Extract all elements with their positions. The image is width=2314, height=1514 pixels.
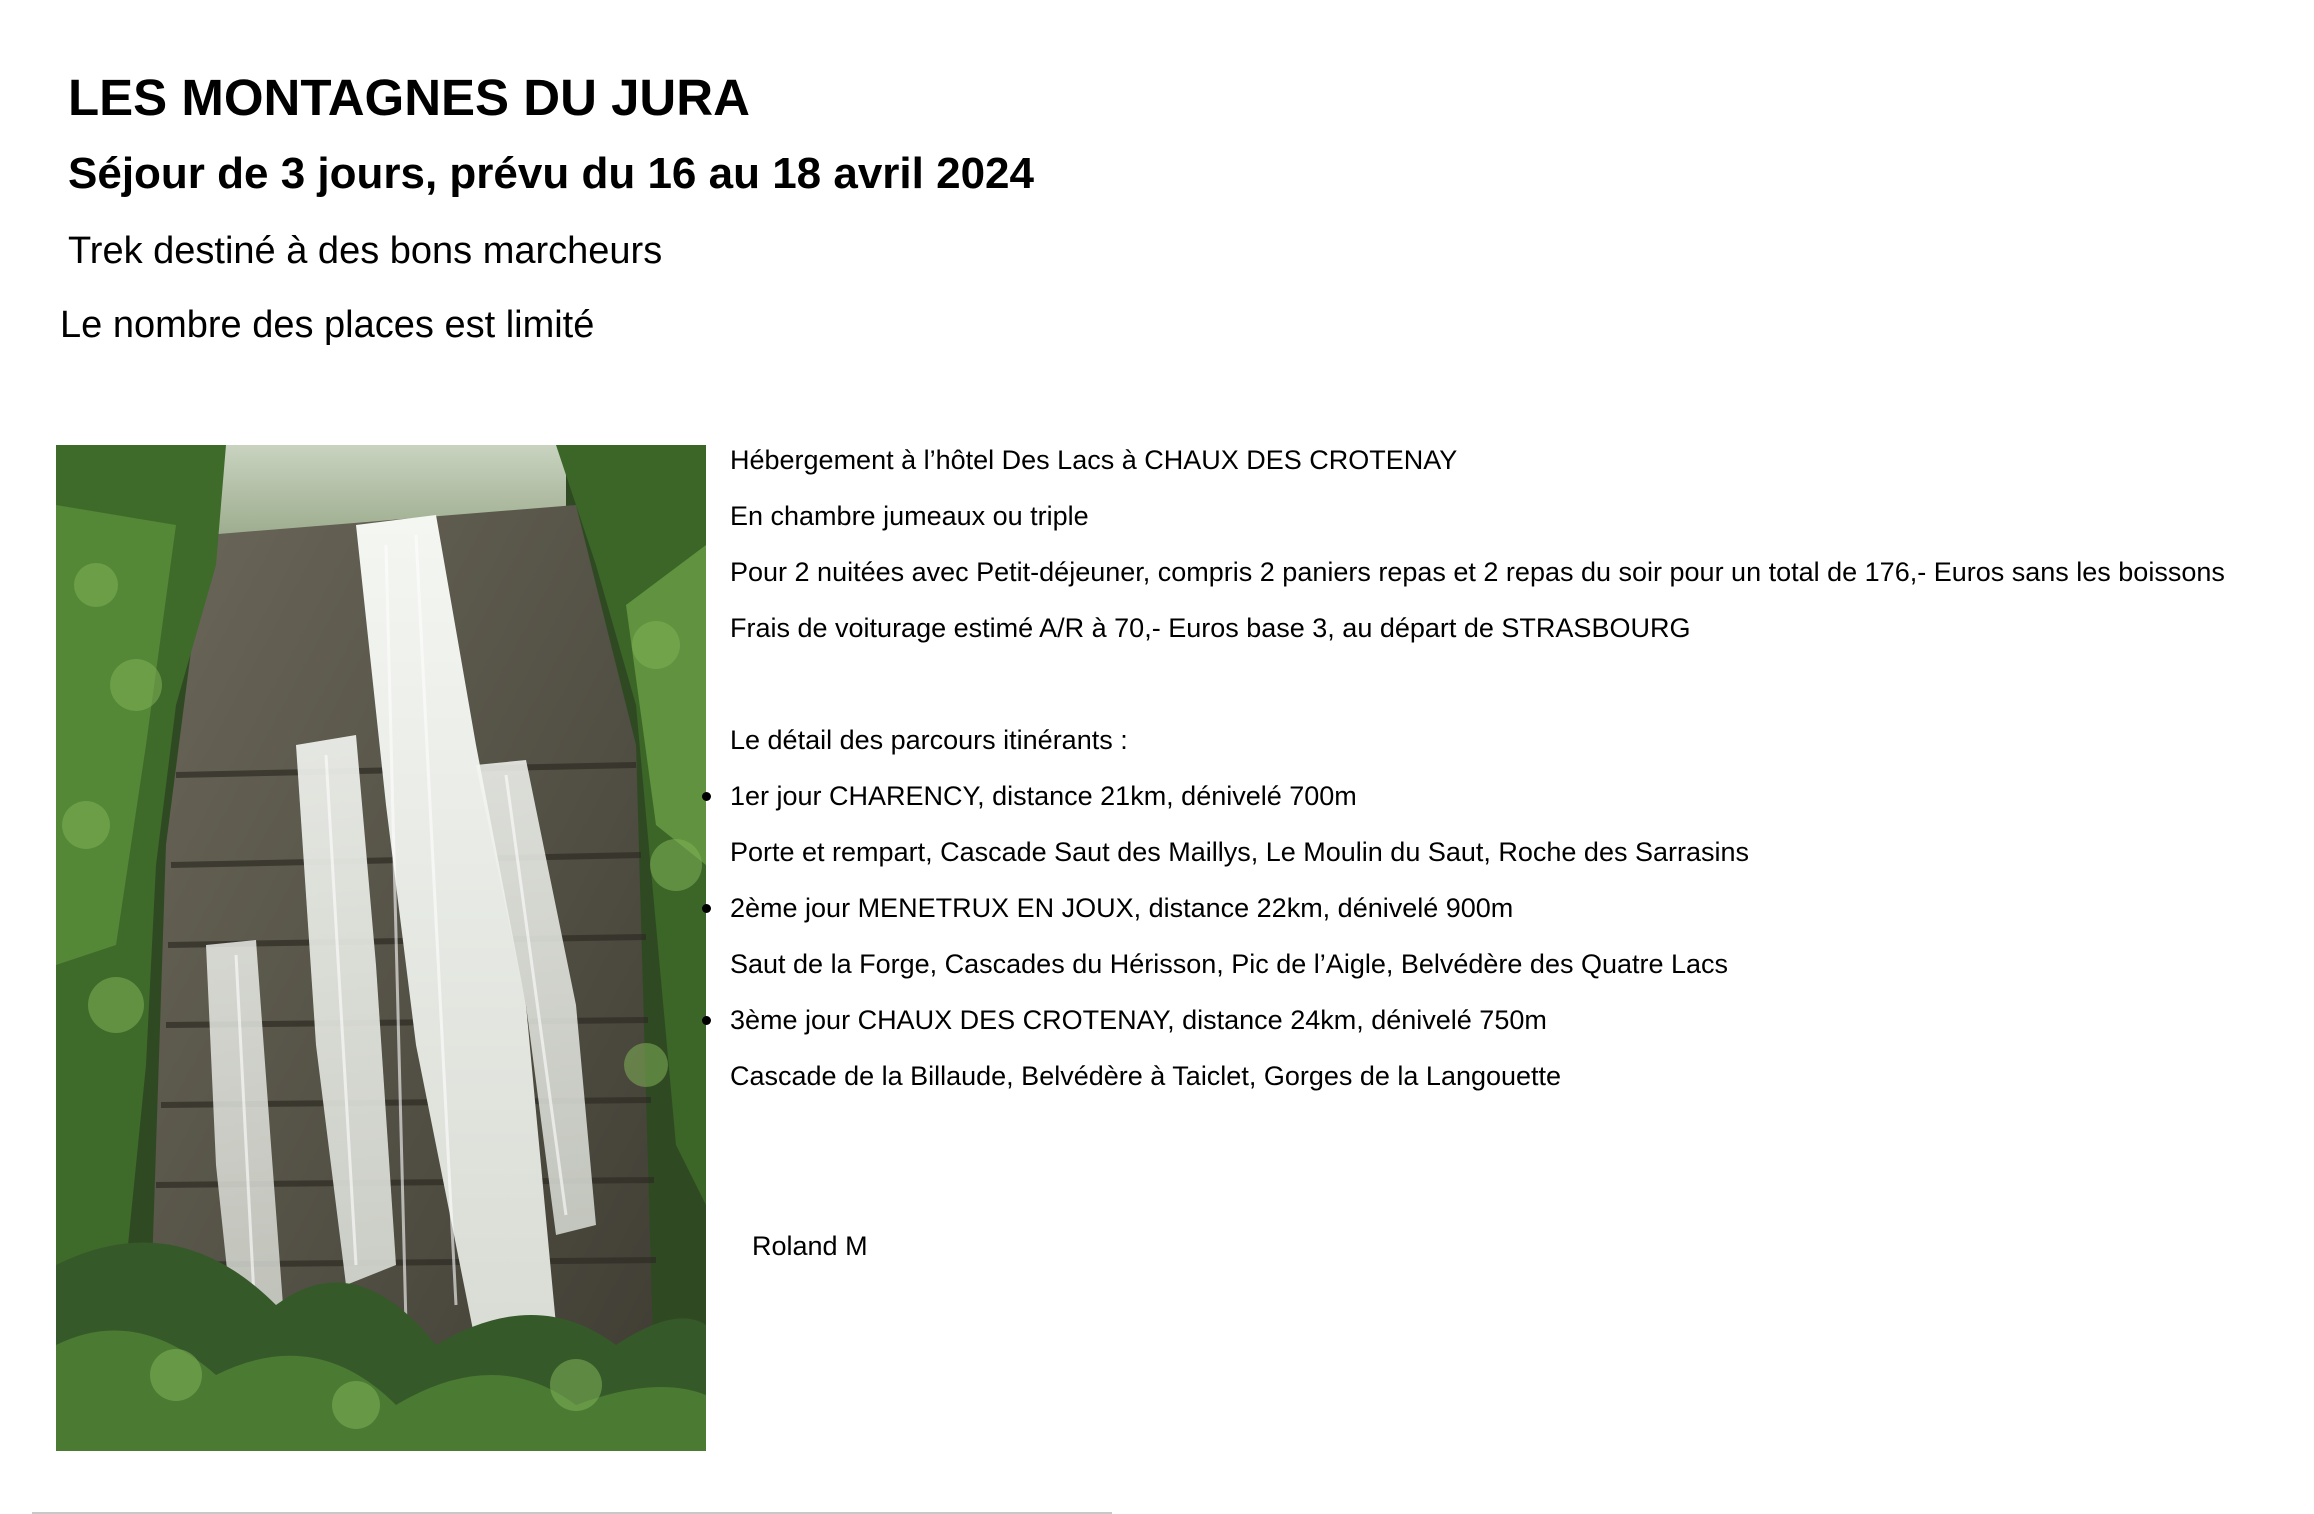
itinerary-heading: Le détail des parcours itinérants : [730,725,1128,755]
day-1-sights: Porte et rempart, Cascade Saut des Maillys, Le Moulin du Saut, Roche des Sarrasins [730,837,1749,867]
price-text: Pour 2 nuitées avec Petit-déjeuner, compris 2 paniers repas et 2 repas du soir pour un total de 176,- Euros sans les boissons [730,557,2225,587]
trip-dates-subtitle: Séjour de 3 jours, prévu du 16 au 18 avril 2024 [68,149,1034,198]
page-title: LES MONTAGNES DU JURA [68,69,750,126]
day-3-sights: Cascade de la Billaude, Belvédère à Taiclet, Gorges de la Langouette [730,1061,1562,1091]
author-signature: Roland M [752,1231,868,1261]
trip-details [730,440,2290,1112]
day-3-title: 3ème jour CHAUX DES CROTENAY, distance 24km, dénivelé 750m [730,1000,2290,1040]
waterfall-illustration [56,445,706,1451]
spacer [730,664,2290,720]
transport-text: Frais de voiturage estimé A/R à 70,- Euros base 3, au départ de STRASBOURG [730,613,1691,643]
waterfall-photo [56,445,706,1451]
intro-places-text: Le nombre des places est limité [60,304,595,346]
day-1-title: 1er jour CHARENCY, distance 21km, dénivelé 700m [730,776,2290,816]
day-2-sights: Saut de la Forge, Cascades du Hérisson, Pic de l’Aigle, Belvédère des Quatre Lacs [730,949,1729,979]
intro-level-text: Trek destiné à des bons marcheurs [68,230,663,272]
room-text: En chambre jumeaux ou triple [730,501,1089,531]
day-2-title: 2ème jour MENETRUX EN JOUX, distance 22km, dénivelé 900m [730,888,2290,928]
lodging-text: Hébergement à l’hôtel Des Lacs à CHAUX DES CROTENAY [730,445,1458,475]
